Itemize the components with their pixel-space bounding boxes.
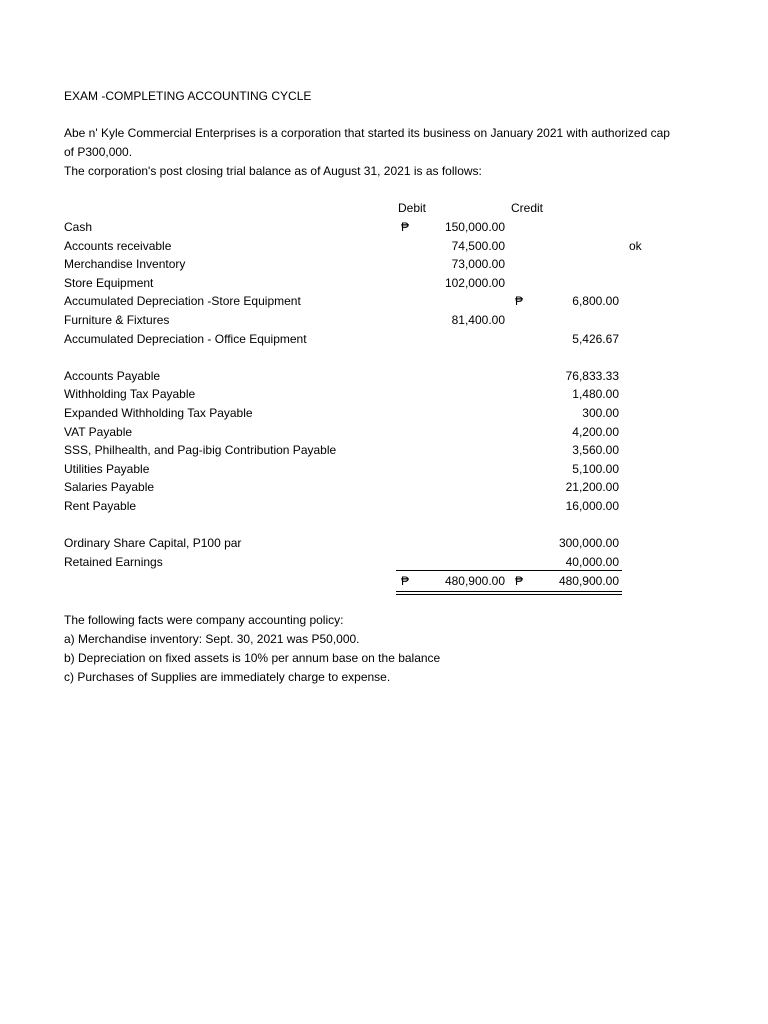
exam-title: EXAM -COMPLETING ACCOUNTING CYCLE <box>64 89 312 103</box>
credit-amount: 5,100.00 <box>572 462 619 476</box>
credit-amount: 6,800.00 <box>572 294 619 308</box>
account-name: Merchandise Inventory <box>64 257 186 271</box>
intro-line-1: Abe n' Kyle Commercial Enterprises is a corporation that started its business on January 2021 with authorized cap <box>64 126 670 140</box>
debit-currency-symbol: ₱ <box>401 220 410 234</box>
credit-amount: 3,560.00 <box>572 443 619 457</box>
policy-intro: The following facts were company accounting policy: <box>64 613 344 627</box>
policy-item-b: b) Depreciation on fixed assets is 10% per annum base on the balance <box>64 651 441 665</box>
account-name: Expanded Withholding Tax Payable <box>64 406 253 420</box>
credit-currency-symbol: ₱ <box>515 294 524 308</box>
account-name: Rent Payable <box>64 499 137 513</box>
total-debit-amount: 480,900.00 <box>444 574 505 588</box>
total-debit-currency-symbol: ₱ <box>401 574 410 588</box>
policy-item-a: a) Merchandise inventory: Sept. 30, 2021 was P50,000. <box>64 632 360 646</box>
debit-amount: 102,000.00 <box>444 276 505 290</box>
total-credit-currency-symbol: ₱ <box>515 574 524 588</box>
total-rule-top <box>396 570 622 571</box>
account-name: Furniture & Fixtures <box>64 313 170 327</box>
account-name: Salaries Payable <box>64 480 155 494</box>
intro-line-3: The corporation's post closing trial balance as of August 31, 2021 is as follows: <box>64 164 482 178</box>
account-name: Accounts receivable <box>64 239 172 253</box>
credit-amount: 300.00 <box>582 406 619 420</box>
intro-line-2: of P300,000. <box>64 145 133 159</box>
account-name: Ordinary Share Capital, P100 par <box>64 536 242 550</box>
credit-amount: 16,000.00 <box>565 499 619 513</box>
account-name: Accumulated Depreciation - Office Equipment <box>64 332 307 346</box>
row-note: ok <box>629 239 642 253</box>
credit-column-header: Credit <box>511 201 544 215</box>
total-credit-amount: 480,900.00 <box>558 574 619 588</box>
credit-amount: 1,480.00 <box>572 387 619 401</box>
account-name: Store Equipment <box>64 276 154 290</box>
credit-amount: 76,833.33 <box>565 369 619 383</box>
account-name: Retained Earnings <box>64 555 163 569</box>
credit-amount: 21,200.00 <box>565 480 619 494</box>
debit-amount: 74,500.00 <box>451 239 505 253</box>
credit-amount: 4,200.00 <box>572 425 619 439</box>
debit-amount: 150,000.00 <box>444 220 505 234</box>
account-name: Utilities Payable <box>64 462 150 476</box>
total-double-rule-1 <box>396 591 622 592</box>
debit-amount: 81,400.00 <box>451 313 505 327</box>
debit-amount: 73,000.00 <box>451 257 505 271</box>
credit-amount: 300,000.00 <box>558 536 619 550</box>
account-name: Withholding Tax Payable <box>64 387 196 401</box>
debit-column-header: Debit <box>398 201 427 215</box>
total-double-rule-2 <box>396 594 622 595</box>
account-name: Cash <box>64 220 93 234</box>
account-name: Accounts Payable <box>64 369 161 383</box>
account-name: VAT Payable <box>64 425 133 439</box>
policy-item-c: c) Purchases of Supplies are immediately charge to expense. <box>64 670 391 684</box>
credit-amount: 5,426.67 <box>572 332 619 346</box>
account-name: Accumulated Depreciation -Store Equipment <box>64 294 301 308</box>
credit-amount: 40,000.00 <box>565 555 619 569</box>
account-name: SSS, Philhealth, and Pag-ibig Contribution Payable <box>64 443 337 457</box>
